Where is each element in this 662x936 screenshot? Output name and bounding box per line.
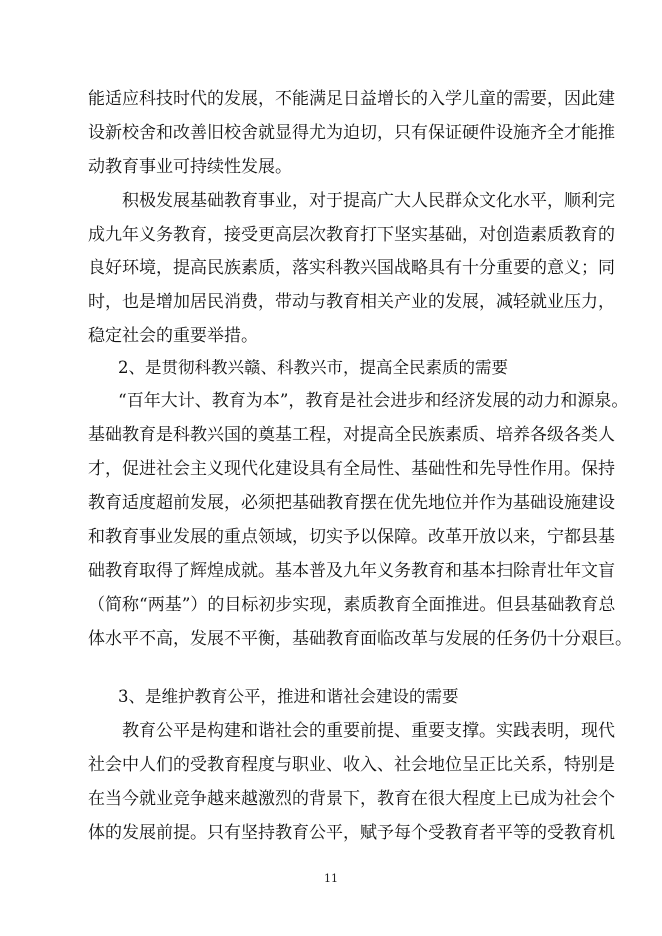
text-line: 能适应科技时代的发展，不能满足日益增长的入学儿童的需要，因此建: [88, 89, 615, 109]
text-line: 教育公平是构建和谐社会的重要前提、重要支撑。实践表明，现代: [122, 721, 615, 741]
text-line: 体的发展前提。只有坚持教育公平，赋予每个受教育者平等的受教育机: [88, 823, 615, 843]
text-line: 积极发展基础教育事业，对于提高广大人民群众文化水平，顺利完: [122, 191, 615, 211]
text-line: 基础教育是科教兴国的奠基工程，对提高全民族素质、培养各级各类人: [88, 425, 615, 445]
text-line: 成九年义务教育，接受更高层次教育打下坚实基础，对创造素质教育的: [88, 225, 615, 245]
text-line: 在当今就业竞争越来越激烈的背景下，教育在很大程度上已成为社会个: [88, 789, 615, 809]
text-line: 教育适度超前发展，必须把基础教育摆在优先地位并作为基础设施建设: [88, 493, 615, 513]
section-heading: 2、是贯彻科教兴赣、科教兴市，提高全民素质的需要: [118, 358, 508, 377]
text-line: （简称“两基”）的目标初步实现，素质教育全面推进。但县基础教育总: [88, 595, 616, 615]
text-line: 和教育事业发展的重点领域，切实予以保障。改革开放以来，宁都县基: [88, 527, 615, 547]
text-line: “百年大计、教育为本”，教育是社会进步和经济发展的动力和源泉。: [118, 391, 629, 411]
text-line: 设新校舍和改善旧校舍就显得尤为迫切，只有保证硬件设施齐全才能推: [88, 123, 615, 143]
text-line: 才，促进社会主义现代化建设具有全局性、基础性和先导性作用。保持: [88, 459, 615, 479]
text-line: 体水平不高，发展不平衡，基础教育面临改革与发展的任务仍十分艰巨。: [88, 629, 632, 649]
text-line: 稳定社会的重要举措。: [88, 326, 258, 346]
text-line: 社会中人们的受教育程度与职业、收入、社会地位呈正比关系，特别是: [88, 755, 615, 775]
page-number: 11: [324, 872, 338, 885]
text-line: 动教育事业可持续性发展。: [88, 157, 292, 177]
section-heading: 3、是维护教育公平，推进和谐社会建设的需要: [118, 687, 459, 706]
text-line: 时，也是增加居民消费，带动与教育相关产业的发展，减轻就业压力，: [88, 292, 615, 312]
text-line: 础教育取得了辉煌成就。基本普及九年义务教育和基本扫除青壮年文盲: [88, 561, 615, 581]
text-line: 良好环境，提高民族素质，落实科教兴国战略具有十分重要的意义；同: [88, 258, 615, 278]
